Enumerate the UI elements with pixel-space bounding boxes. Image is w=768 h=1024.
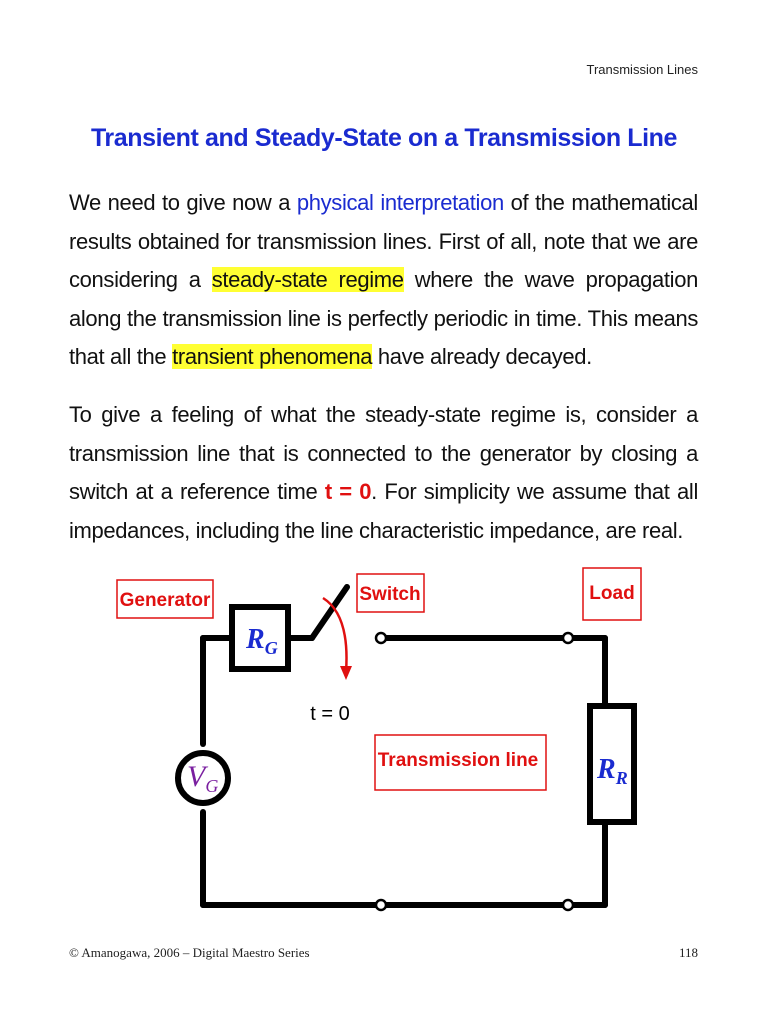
switch-arrow [323,598,347,672]
switch-arm [312,587,347,638]
para1-text-1: We need to give now a [69,190,297,215]
footer-copyright: © Amanogawa, 2006 – Digital Maestro Series [69,945,310,960]
terminal-switch [376,633,386,643]
generator-label: Generator [119,590,211,611]
terminal-bottom-left [376,900,386,910]
para2-text-2: . For simplicity we assume that all impedances, including the line characteristic impedance, are real. [69,479,698,543]
running-header: Transmission Lines [586,62,698,77]
para1-text-4: have already decayed. [372,344,592,369]
time-zero-phrase: t = 0 [324,479,372,504]
physical-interpretation-phrase: physical interpretation [296,190,504,215]
paragraph-intro [69,184,698,377]
terminal-bottom-right [563,900,573,910]
rg-label: $R_G$ [246,624,278,658]
transmission-line-label: Transmission line [377,750,539,771]
switch-time-label: t = 0 [310,703,350,725]
load-label: Load [589,583,635,604]
para2-text-1: To give a feeling of what the steady-state regime is, consider a transmission line that is connected to the generator by closing a switch at a reference time [69,402,698,504]
switch-arrowhead [340,666,352,680]
page-number: 118 [678,945,698,960]
page-title: Transient and Steady-State on a Transmission Line [90,124,678,152]
rr-label: $R_R$ [597,754,628,788]
para1-text-2: of the mathematical results obtained for transmission lines. First of all, note that we are considering a [69,190,698,292]
terminal-load-top [563,633,573,643]
transient-phenomena-highlight: transient phenomena [172,344,373,369]
paragraph-switch [69,396,698,550]
para1-text-3: where the wave propagation along the transmission line is perfectly periodic in time. This means that all the [69,267,698,369]
vg-label: $V_G$ [187,760,219,796]
steady-state-highlight: steady-state regime [211,267,404,292]
circuit-diagram [0,560,768,940]
switch-label: Switch [359,584,421,605]
